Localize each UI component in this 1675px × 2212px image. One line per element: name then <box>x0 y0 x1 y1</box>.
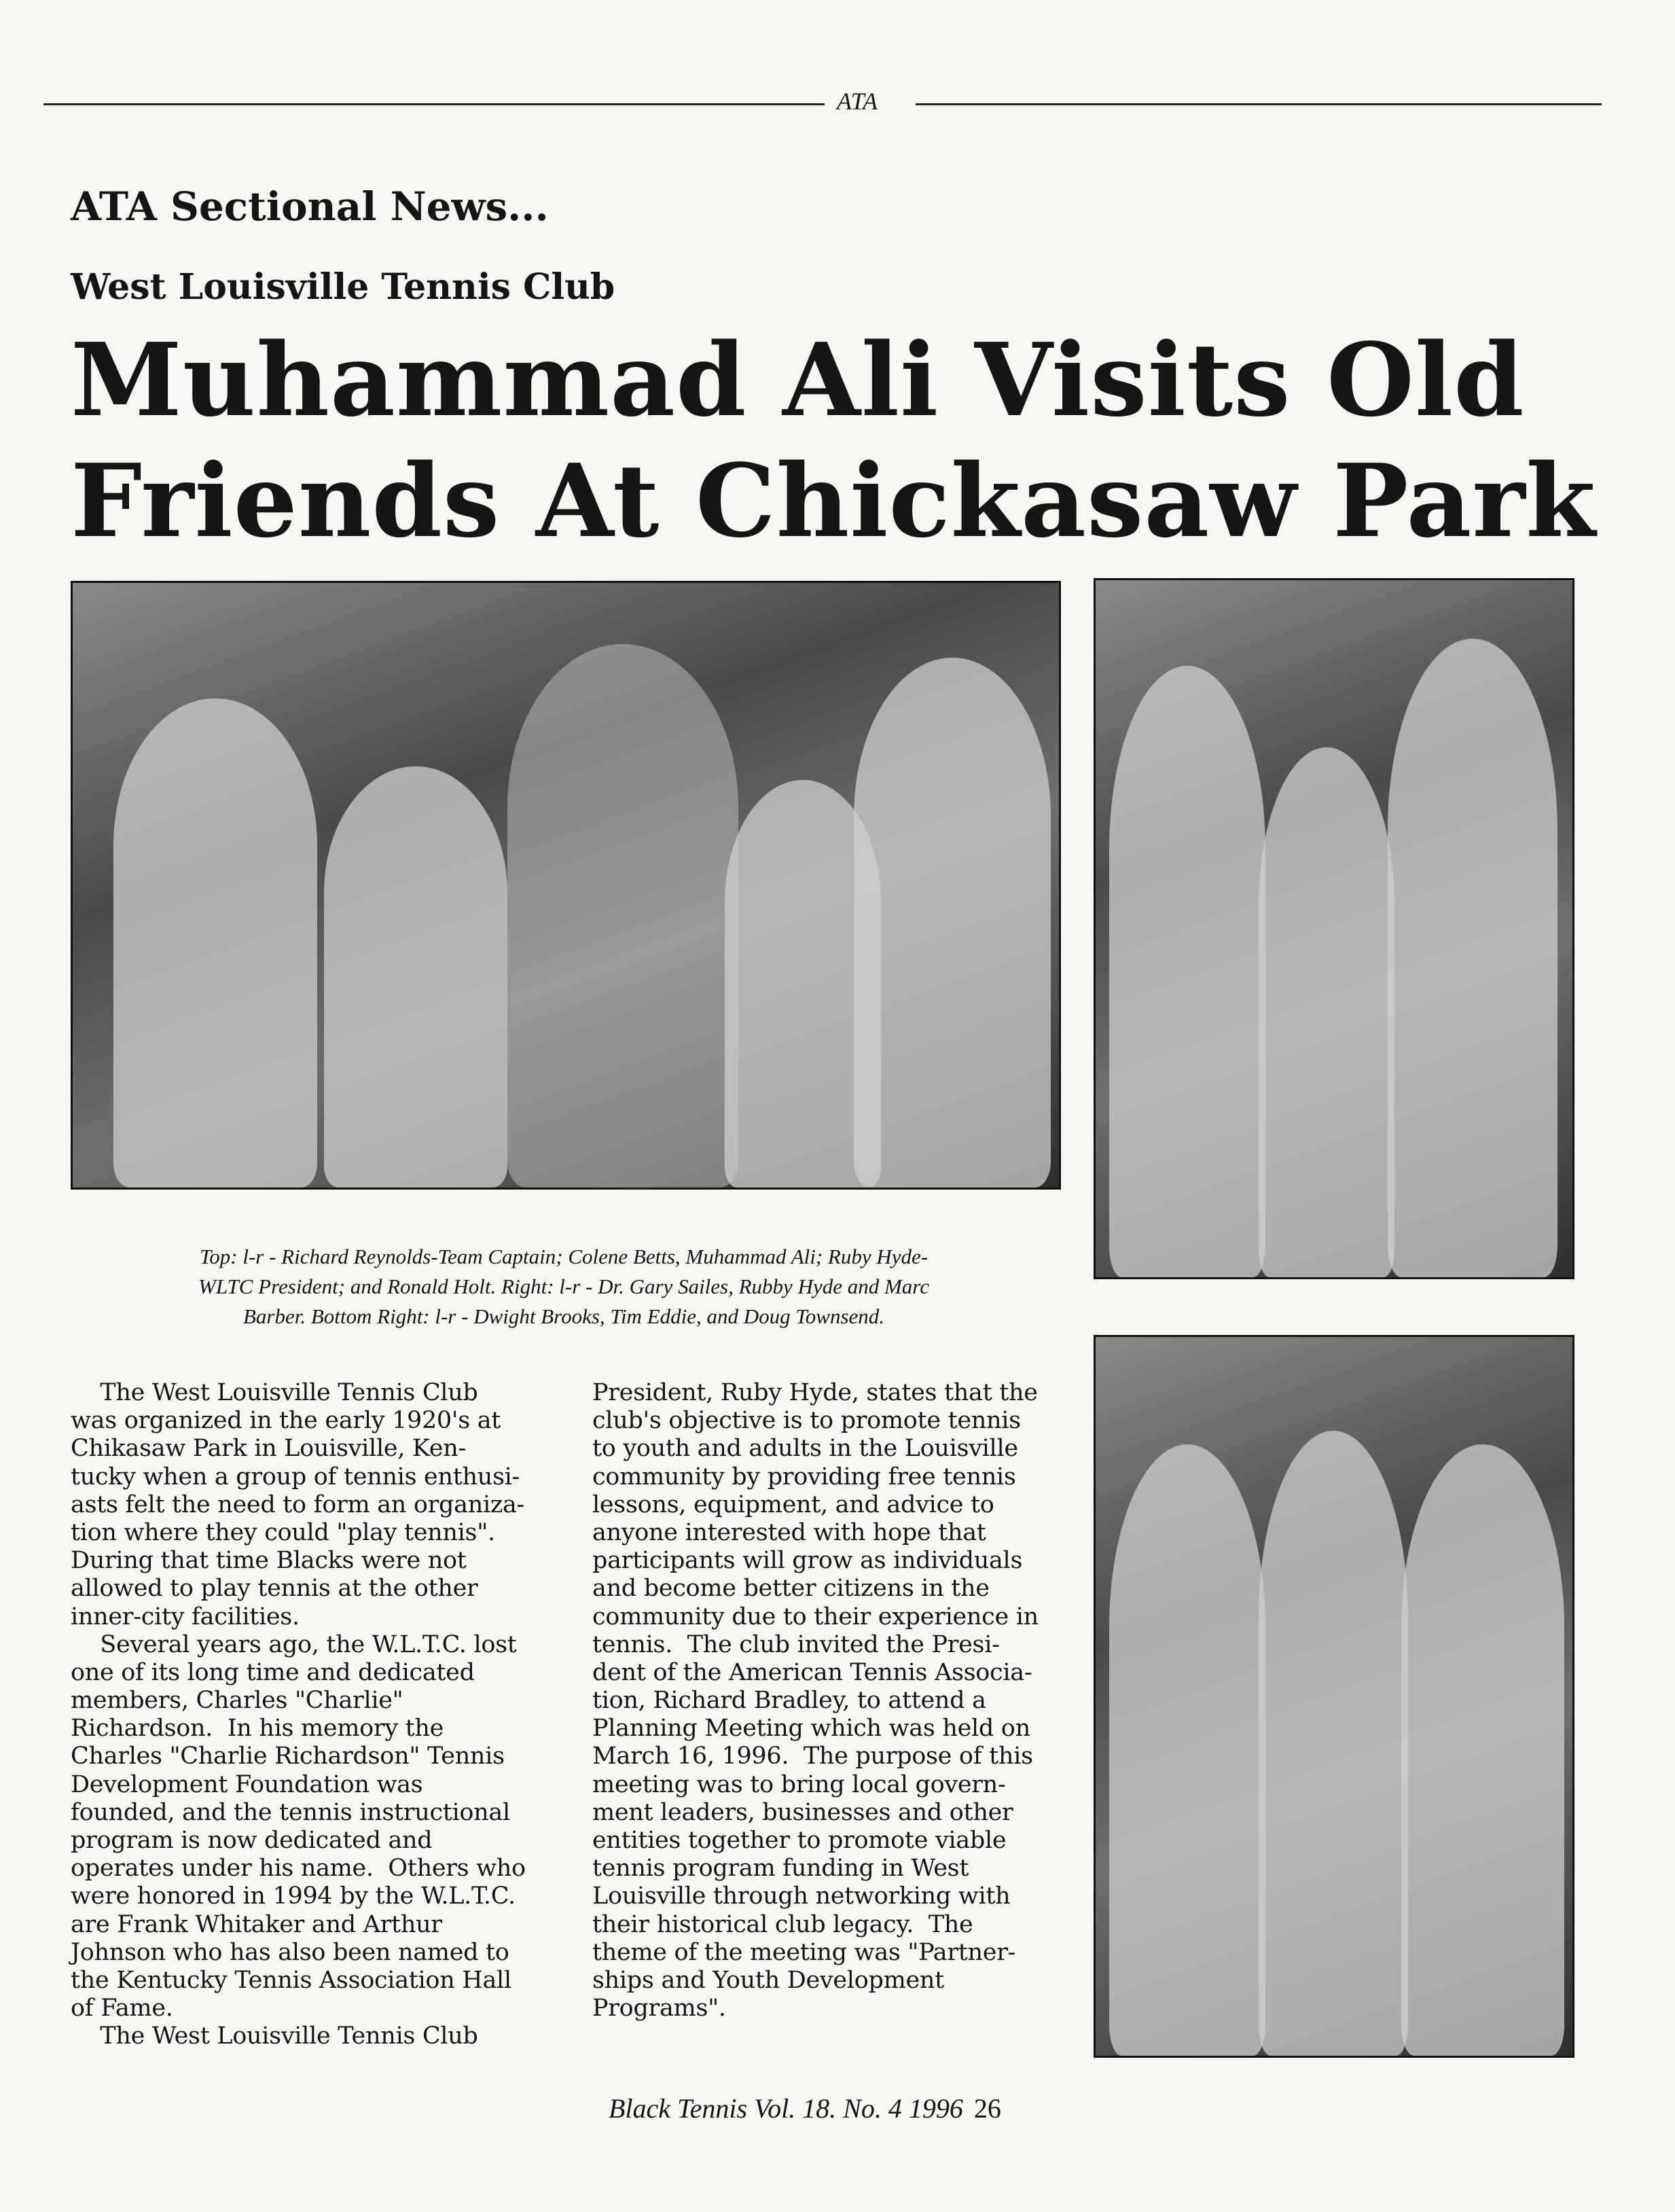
article-line: program is now dedicated and <box>71 1827 433 1854</box>
article-line: was organized in the early 1920's at <box>71 1407 501 1435</box>
headline <box>71 319 1596 561</box>
article-line: the Kentucky Tennis Association Hall <box>71 1966 511 1994</box>
article-column-1 <box>71 1379 526 2051</box>
caption-line: Barber. Bottom Right: l-r - Dwight Brooks, Tim Eddie, and Doug Townsend. <box>242 1304 885 1328</box>
article-line: were honored in 1994 by the W.L.T.C. <box>71 1883 516 1910</box>
article-line: Charles "Charlie Richardson" Tennis <box>71 1743 505 1770</box>
article-line: tion, Richard Bradley, to attend a <box>592 1687 986 1715</box>
article-line: founded, and the tennis instructional <box>71 1798 510 1826</box>
article-line: anyone interested with hope that <box>592 1518 986 1546</box>
article-line: The West Louisville Tennis Club <box>71 1379 478 1406</box>
article-line: The West Louisville Tennis Club <box>71 2022 478 2050</box>
caption-line: Top: l-r - Richard Reynolds-Team Captain; Colene Betts, Muhammad Ali; Ruby Hyde- <box>199 1245 929 1268</box>
bottom-right-photo <box>1094 1335 1574 2058</box>
article-line: participants will grow as individuals <box>592 1547 1023 1575</box>
top-right-photo <box>1094 578 1574 1279</box>
article-line: During that time Blacks were not <box>71 1547 467 1575</box>
publication-info: Black Tennis Vol. 18. No. 4 1996 <box>609 2093 963 2124</box>
article-line: Louisville through networking with <box>592 1883 1011 1910</box>
headline-line: Friends At Chickasaw Park <box>71 442 1596 560</box>
running-head: ATA <box>837 88 878 115</box>
article-line: ment leaders, businesses and other <box>592 1798 1013 1826</box>
article-line: ships and Youth Development <box>592 1966 944 1994</box>
article-column-2 <box>592 1379 1039 2022</box>
article-line: inner-city facilities. <box>71 1603 300 1630</box>
article-line: Planning Meeting which was held on <box>592 1715 1030 1743</box>
article-line: Several years ago, the W.L.T.C. lost <box>71 1630 517 1658</box>
header-rule-left <box>43 103 825 105</box>
article-line: community due to their experience in <box>592 1603 1039 1630</box>
photo-caption <box>88 1242 1039 1332</box>
photo-figure <box>507 644 738 1188</box>
photo-figure <box>1109 1444 1265 2056</box>
photo-figure <box>113 698 317 1188</box>
article-line: entities together to promote viable <box>592 1827 1007 1854</box>
article-line: tennis. The club invited the Presi- <box>592 1630 1000 1658</box>
page-footer <box>609 2092 1001 2124</box>
photo-figure <box>1109 666 1265 1277</box>
photo-figure <box>1259 1431 1408 2056</box>
article-line: meeting was to bring local govern- <box>592 1770 1006 1798</box>
photo-figure <box>854 658 1051 1188</box>
article-line: Chikasaw Park in Louisville, Ken- <box>71 1435 466 1463</box>
article-line: members, Charles "Charlie" <box>71 1687 403 1715</box>
article-line: operates under his name. Others who <box>71 1855 526 1883</box>
article-line: their historical club legacy. The <box>592 1910 973 1938</box>
header-rule-right <box>916 103 1602 105</box>
article-line: are Frank Whitaker and Arthur <box>71 1910 442 1938</box>
article-line: tion where they could "play tennis". <box>71 1518 495 1546</box>
article-line: tennis program funding in West <box>592 1855 969 1883</box>
subtitle: West Louisville Tennis Club <box>71 266 615 308</box>
photo-figure <box>324 766 507 1188</box>
article-line: community by providing free tennis <box>592 1463 1016 1491</box>
section-title: ATA Sectional News... <box>71 183 549 230</box>
article-line: of Fame. <box>71 1995 173 2022</box>
article-line: lessons, equipment, and advice to <box>592 1491 994 1518</box>
photo-figure <box>1259 747 1394 1277</box>
article-line: theme of the meeting was "Partner- <box>592 1938 1016 1966</box>
article-line: tucky when a group of tennis enthusi- <box>71 1463 520 1491</box>
page-number: 26 <box>973 2093 1001 2124</box>
article-line: one of its long time and dedicated <box>71 1658 475 1686</box>
article-line: Programs". <box>592 1995 726 2022</box>
article-line: and become better citizens in the <box>592 1575 990 1603</box>
caption-line: WLTC President; and Ronald Holt. Right: l-r - Dr. Gary Sailes, Rubby Hyde and Marc <box>198 1274 929 1298</box>
article-line: Development Foundation was <box>71 1770 423 1798</box>
article-line: club's objective is to promote tennis <box>592 1407 1021 1435</box>
article-line: Johnson who has also been named to <box>71 1938 509 1966</box>
photo-figure <box>1388 639 1557 1277</box>
headline-line: Muhammad Ali Visits Old <box>71 321 1525 439</box>
article-line: Richardson. In his memory the <box>71 1715 444 1743</box>
article-line: allowed to play tennis at the other <box>71 1575 478 1603</box>
article-line: to youth and adults in the Louisville <box>592 1435 1018 1463</box>
article-line: dent of the American Tennis Associa- <box>592 1658 1032 1686</box>
article-line: March 16, 1996. The purpose of this <box>592 1743 1033 1770</box>
main-group-photo <box>71 581 1061 1190</box>
article-line: President, Ruby Hyde, states that the <box>592 1379 1038 1406</box>
article-line: asts felt the need to form an organiza- <box>71 1491 525 1518</box>
photo-figure <box>1401 1444 1564 2056</box>
